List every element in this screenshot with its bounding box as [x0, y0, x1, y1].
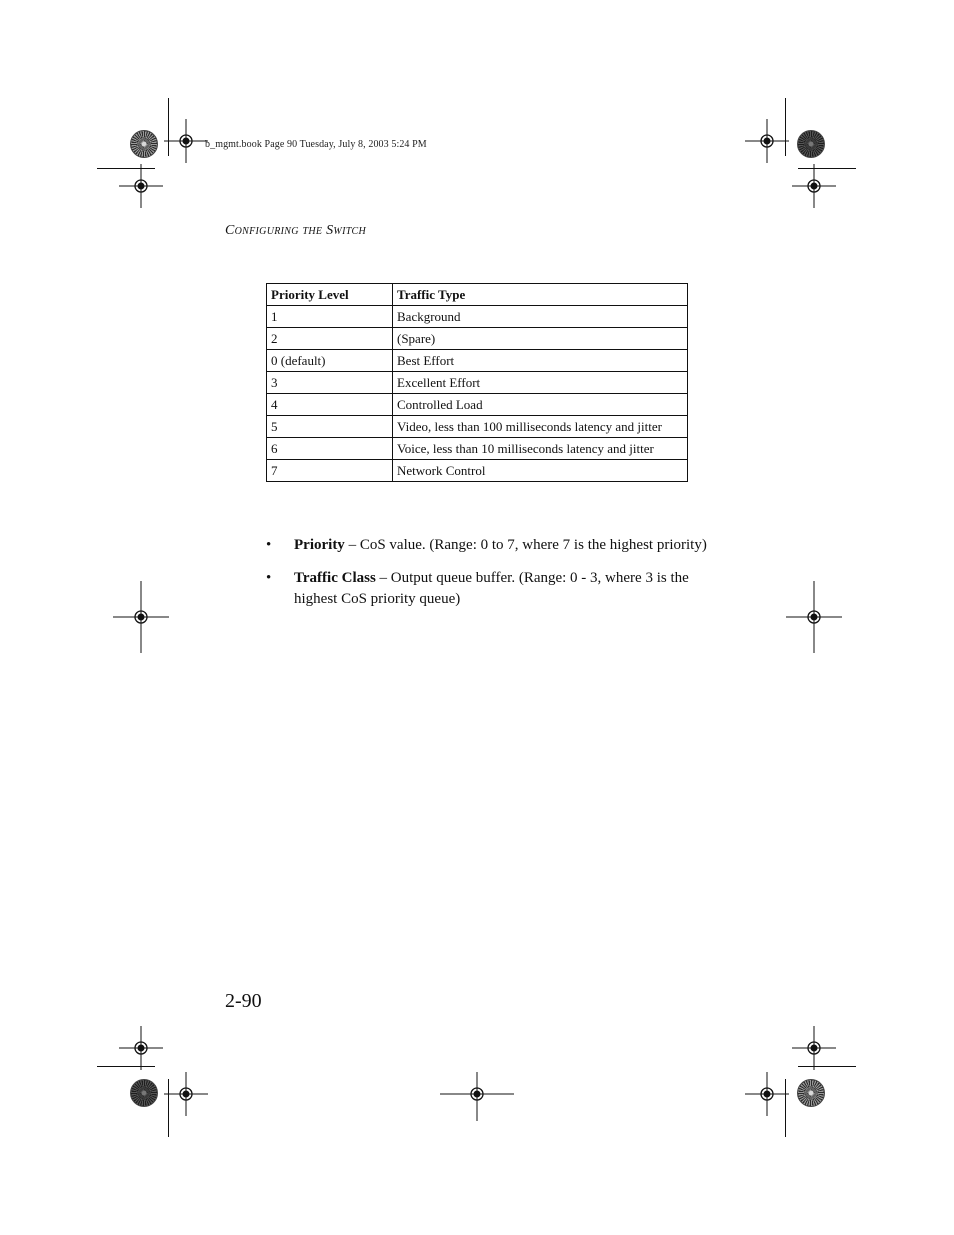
- table-header-row: [267, 284, 688, 306]
- list-item: [266, 568, 716, 610]
- traffic-type-cell: Voice, less than 10 milliseconds latency and jitter: [393, 438, 688, 460]
- traffic-type-cell: Best Effort: [393, 350, 688, 372]
- priority-level-cell: 6: [267, 438, 393, 460]
- priority-level-cell: 2: [267, 328, 393, 350]
- running-head: Configuring the Switch: [225, 223, 367, 238]
- table-row: [267, 306, 688, 328]
- term-traffic-class: Traffic Class: [294, 570, 376, 586]
- priority-table: [266, 283, 688, 482]
- list-item: [266, 535, 716, 556]
- crop-mark-icon: [168, 98, 169, 156]
- priority-level-cell: 5: [267, 416, 393, 438]
- traffic-type-cell: Video, less than 100 milliseconds latency and jitter: [393, 416, 688, 438]
- bullet-icon: •: [266, 537, 272, 553]
- crop-mark-icon: [785, 98, 786, 156]
- term-priority: Priority: [294, 537, 345, 553]
- registration-target-icon: [131, 1038, 151, 1058]
- table-row: [267, 372, 688, 394]
- registration-target-icon: [176, 131, 196, 151]
- priority-level-cell: 0 (default): [267, 350, 393, 372]
- priority-level-cell: 4: [267, 394, 393, 416]
- registration-target-icon: [131, 607, 151, 627]
- registration-target-icon: [757, 131, 777, 151]
- definition-priority: – CoS value. (Range: 0 to 7, where 7 is the highest priority): [344, 537, 707, 553]
- color-rosette-icon: [130, 130, 158, 158]
- registration-target-icon: [467, 1084, 487, 1104]
- color-rosette-icon: [797, 1079, 825, 1107]
- definition-traffic-class: – Output queue buffer. (Range: 0 - 3, where 3 is the highest CoS priority queue): [294, 570, 689, 607]
- print-header: b_mgmt.book Page 90 Tuesday, July 8, 2003 5:24 PM: [205, 139, 427, 150]
- bullet-icon: •: [266, 570, 272, 586]
- crop-mark-icon: [97, 168, 155, 169]
- traffic-type-cell: Network Control: [393, 460, 688, 482]
- registration-target-icon: [804, 607, 824, 627]
- registration-target-icon: [804, 176, 824, 196]
- traffic-type-cell: Excellent Effort: [393, 372, 688, 394]
- column-header-traffic-type: Traffic Type: [393, 284, 688, 306]
- registration-target-icon: [131, 176, 151, 196]
- color-rosette-icon: [797, 130, 825, 158]
- crop-mark-icon: [168, 1079, 169, 1137]
- table-row: [267, 438, 688, 460]
- traffic-type-cell: Background: [393, 306, 688, 328]
- registration-target-icon: [804, 1038, 824, 1058]
- crop-mark-icon: [798, 1066, 856, 1067]
- priority-level-cell: 1: [267, 306, 393, 328]
- table-row: [267, 350, 688, 372]
- table-row: [267, 416, 688, 438]
- color-rosette-icon: [130, 1079, 158, 1107]
- registration-target-icon: [176, 1084, 196, 1104]
- table-row: [267, 394, 688, 416]
- column-header-priority-level: Priority Level: [267, 284, 393, 306]
- traffic-type-cell: (Spare): [393, 328, 688, 350]
- registration-target-icon: [757, 1084, 777, 1104]
- table-row: [267, 460, 688, 482]
- crop-mark-icon: [785, 1079, 786, 1137]
- crop-mark-icon: [798, 168, 856, 169]
- crop-mark-icon: [97, 1066, 155, 1067]
- page-number: 2-90: [225, 990, 262, 1012]
- traffic-type-cell: Controlled Load: [393, 394, 688, 416]
- priority-level-cell: 3: [267, 372, 393, 394]
- table-row: [267, 328, 688, 350]
- priority-level-cell: 7: [267, 460, 393, 482]
- definition-list: [266, 535, 716, 622]
